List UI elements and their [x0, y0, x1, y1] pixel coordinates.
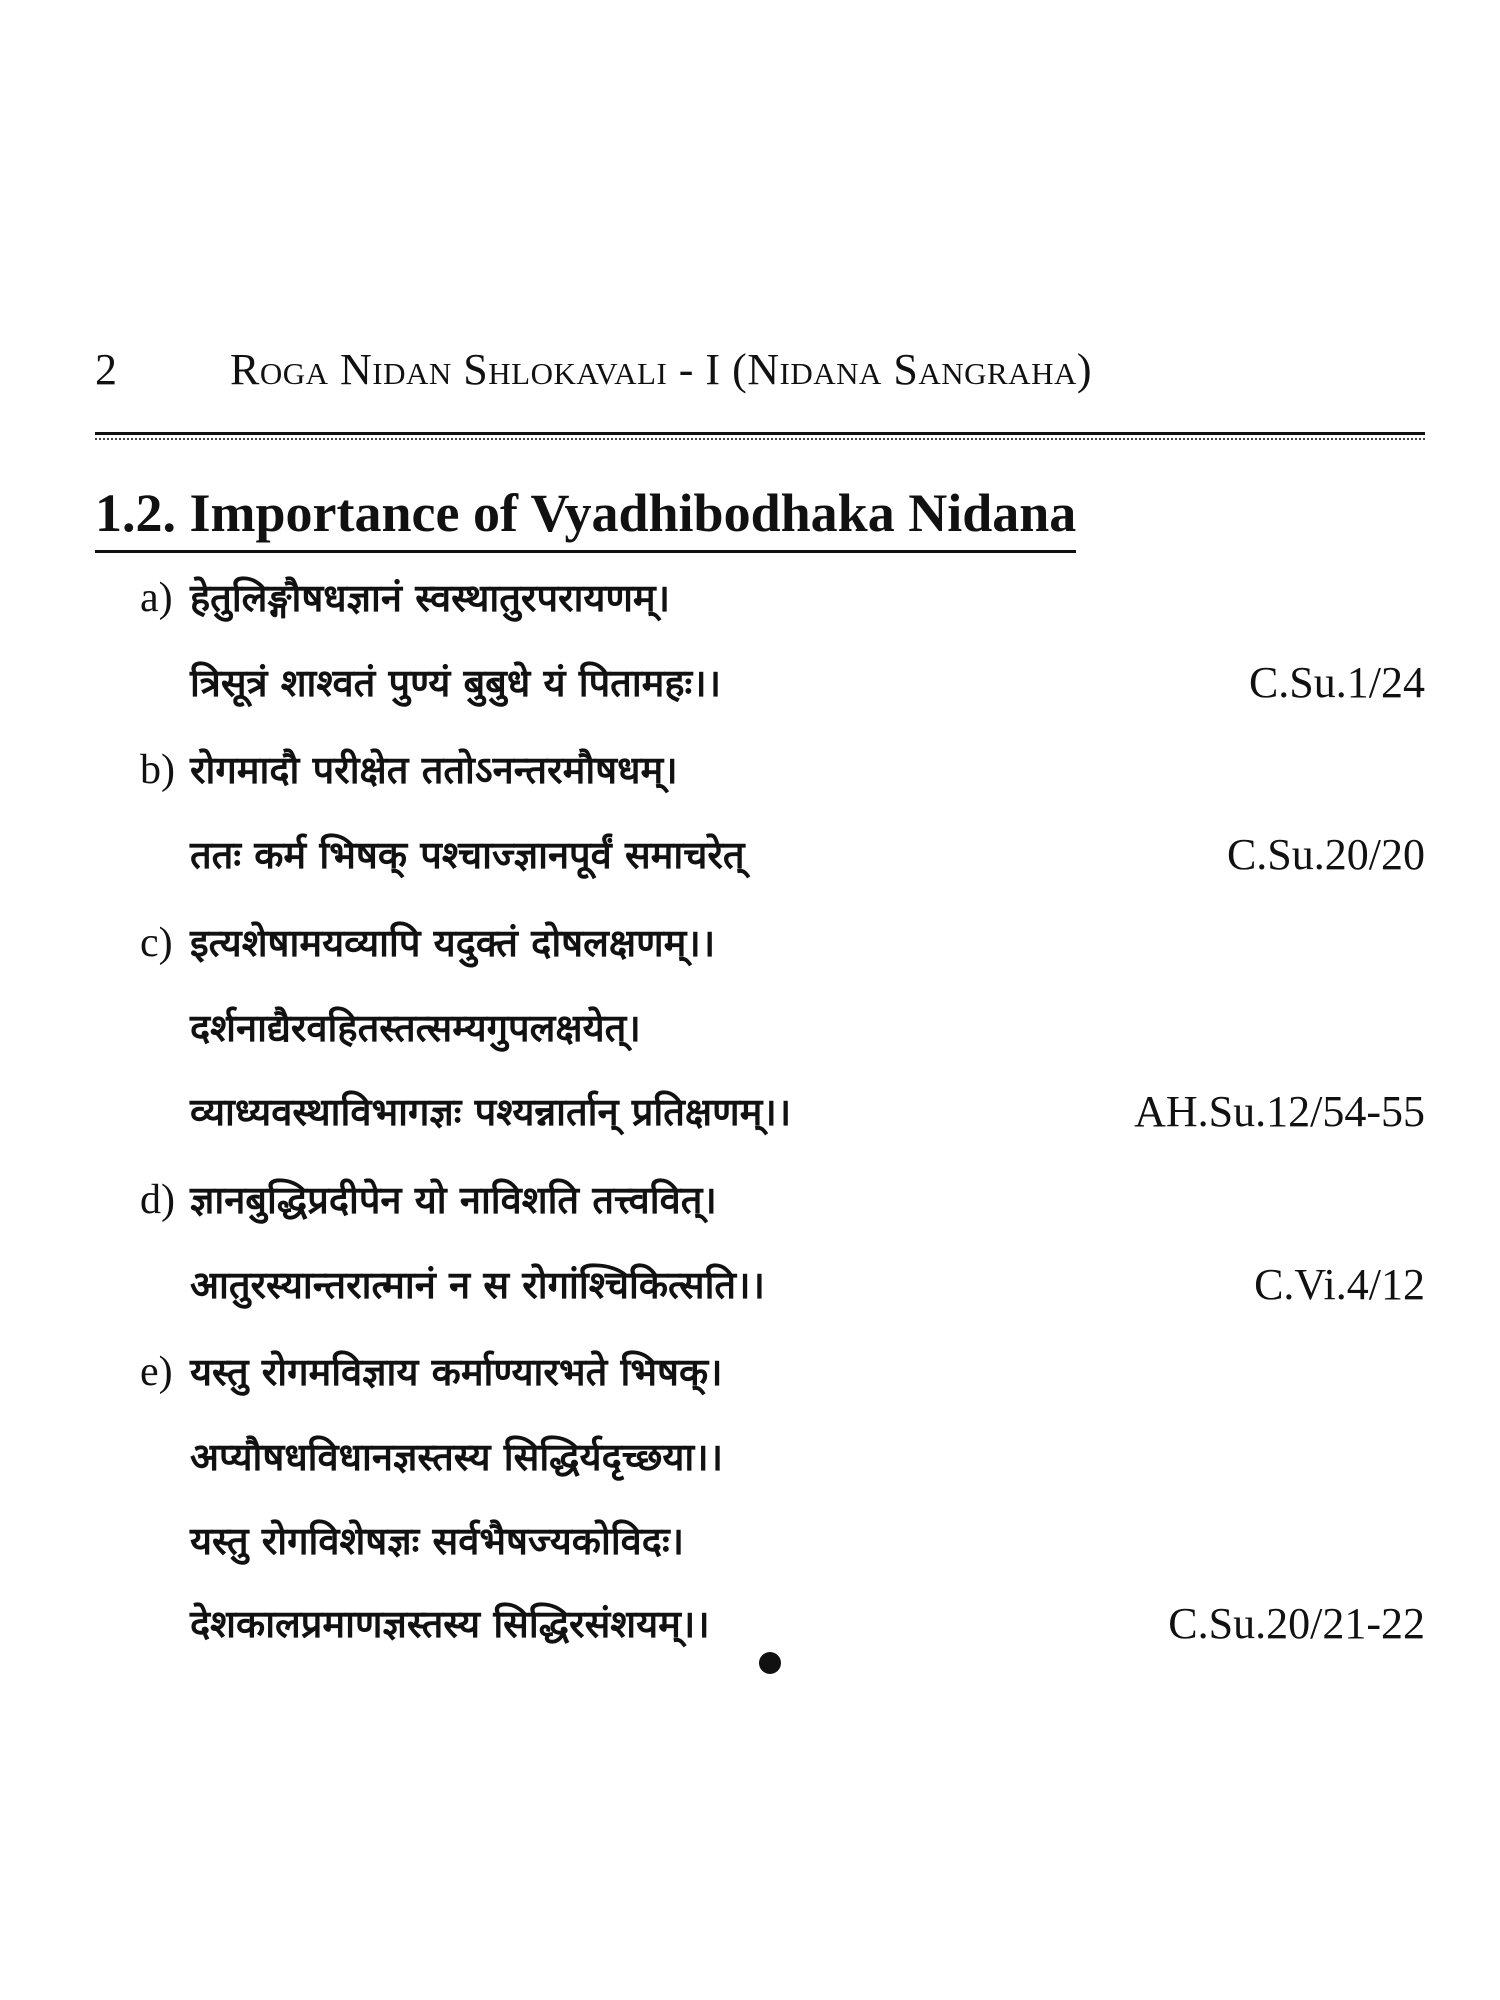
- verse-label: d): [140, 1177, 175, 1223]
- verse-line: [0, 825, 1500, 885]
- verse-line: [0, 1170, 1500, 1230]
- verse-reference: C.Su.20/20: [1226, 830, 1425, 879]
- running-title: Roga Nidan Shlokavali - I (Nidana Sangraha): [230, 345, 1092, 394]
- verse-label: b): [140, 747, 175, 793]
- verse-line: [0, 913, 1500, 973]
- verse-text: ततः कर्म भिषक् पश्चाज्ज्ञानपूर्वं समाचरेत्: [190, 833, 745, 877]
- verse-line: [0, 1082, 1500, 1142]
- verse-reference: C.Vi.4/12: [1254, 1260, 1425, 1309]
- verse-text: यस्तु रोगविशेषज्ञः सर्वभैषज्यकोविदः।: [190, 1519, 685, 1563]
- verse-line: [0, 568, 1500, 628]
- page-number: 2: [95, 345, 117, 394]
- verse-text: हेतुलिङ्गौषधज्ञानं स्वस्थातुरपरायणम्।: [190, 576, 671, 620]
- verse-text: ज्ञानबुद्धिप्रदीपेन यो नाविशति तत्त्ववित्।: [190, 1178, 717, 1222]
- verse-text: आतुरस्यान्तरात्मानं न स रोगांश्चिकित्सति।।: [190, 1263, 765, 1307]
- end-bullet: [759, 1652, 781, 1674]
- verse-line: [0, 1594, 1500, 1654]
- verse-reference: AH.Su.12/54-55: [1134, 1087, 1425, 1136]
- header-rule: [95, 432, 1425, 435]
- verse-text: दर्शनाद्यैरवहितस्तत्सम्यगुपलक्षयेत्।: [190, 1006, 641, 1050]
- verse-text: व्याध्यवस्थाविभागज्ञः पश्यन्नार्तान् प्रतिक्षणम्।।: [190, 1090, 792, 1134]
- verse-reference: C.Su.1/24: [1248, 658, 1425, 707]
- verse-reference: C.Su.20/21-22: [1168, 1599, 1425, 1648]
- verse-label: e): [140, 1349, 173, 1395]
- verse-line: [0, 1511, 1500, 1571]
- verse-text: इत्यशेषामयव्यापि यदुक्तं दोषलक्षणम्।।: [190, 921, 716, 965]
- section-title: 1.2. Importance of Vyadhibodhaka Nidana: [95, 478, 1076, 553]
- verse-text: अप्यौषधविधानज्ञस्तस्य सिद्धिर्यदृच्छया।।: [190, 1435, 724, 1479]
- verse-text: रोगमादौ परीक्षेत ततोऽनन्तरमौषधम्।: [190, 748, 678, 792]
- verse-line: [0, 1427, 1500, 1487]
- verse-text: यस्तु रोगमविज्ञाय कर्माण्यारभते भिषक्।: [190, 1350, 723, 1394]
- verse-line: [0, 740, 1500, 800]
- verse-label: a): [140, 575, 173, 621]
- verse-line: [0, 1342, 1500, 1402]
- verse-label: c): [140, 920, 173, 966]
- verse-text: देशकालप्रमाणज्ञस्तस्य सिद्धिरसंशयम्।।: [190, 1602, 710, 1646]
- verse-line: [0, 998, 1500, 1058]
- running-head: [95, 340, 1425, 410]
- verse-line: [0, 1255, 1500, 1315]
- verse-text: त्रिसूत्रं शाश्वतं पुण्यं बुबुधे यं पितामहः।।: [190, 661, 722, 705]
- verse-line: [0, 653, 1500, 713]
